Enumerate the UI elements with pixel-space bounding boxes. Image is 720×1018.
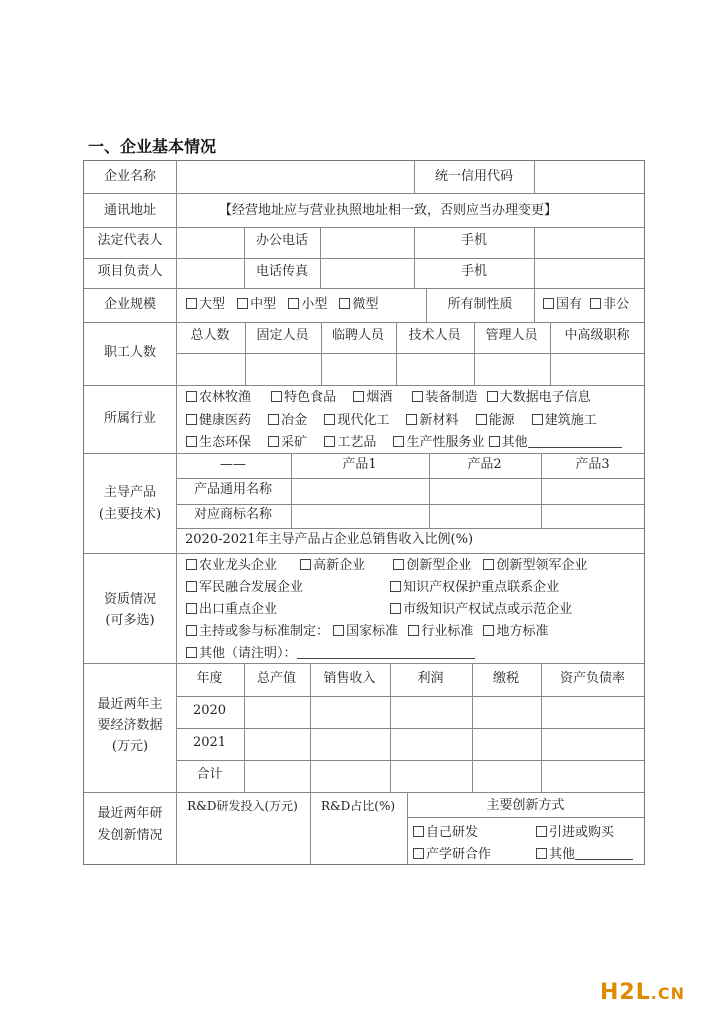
credit-code-field[interactable] bbox=[534, 161, 644, 192]
economy-header-output: 总产值 bbox=[256, 671, 296, 686]
industry-row-3 bbox=[186, 435, 622, 451]
staff-header-tech: 技术人员 bbox=[408, 328, 461, 343]
other-blank-line[interactable] bbox=[297, 658, 475, 659]
rd-label-2: 发创新情况 bbox=[97, 828, 163, 843]
scale-large-option[interactable]: 大型 bbox=[186, 297, 225, 312]
economy-header-tax: 缴税 bbox=[492, 671, 519, 686]
industry-option[interactable]: 大数据电子信息 bbox=[487, 390, 591, 405]
standard-option[interactable]: 国家标准 bbox=[333, 624, 398, 639]
economy-header-debt-ratio: 资产负债率 bbox=[559, 671, 625, 686]
rd-option[interactable]: 产学研合作 bbox=[413, 847, 491, 863]
industry-option-other[interactable]: 其他 bbox=[489, 435, 622, 450]
rd-mode-header: 主要创新方式 bbox=[486, 798, 565, 813]
economy-year-2021: 2021 bbox=[192, 735, 227, 750]
rd-option[interactable]: 引进或购买 bbox=[536, 825, 614, 841]
company-name-field[interactable] bbox=[176, 161, 413, 192]
qualification-option[interactable]: 知识产权保护重点联系企业 bbox=[390, 580, 559, 595]
checkbox-icon[interactable] bbox=[268, 414, 279, 425]
ownership-options bbox=[543, 297, 629, 313]
checkbox-icon[interactable] bbox=[489, 436, 500, 447]
checkbox-icon[interactable] bbox=[413, 826, 424, 837]
industry-option[interactable]: 健康医药 bbox=[186, 413, 251, 428]
checkbox-icon[interactable] bbox=[300, 559, 311, 570]
checkbox-icon[interactable] bbox=[237, 298, 248, 309]
economy-year-2020: 2020 bbox=[192, 703, 227, 718]
qualification-option[interactable]: 创新型企业 bbox=[393, 558, 471, 573]
mobile-label: 手机 bbox=[460, 233, 487, 248]
mobile-label-2: 手机 bbox=[460, 264, 487, 279]
ownership-private-option[interactable]: 非公 bbox=[590, 297, 629, 312]
checkbox-icon[interactable] bbox=[413, 848, 424, 859]
scale-small-option[interactable]: 小型 bbox=[288, 297, 327, 312]
checkbox-icon[interactable] bbox=[393, 436, 404, 447]
checkbox-icon[interactable] bbox=[186, 391, 197, 402]
product-trademark-label: 对应商标名称 bbox=[193, 507, 272, 522]
checkbox-icon[interactable] bbox=[483, 559, 494, 570]
staff-header-fixed: 固定人员 bbox=[256, 328, 309, 343]
qualification-label-1: 资质情况 bbox=[103, 592, 156, 607]
industry-row-1 bbox=[186, 390, 591, 406]
checkbox-icon[interactable] bbox=[186, 625, 197, 636]
industry-row-2 bbox=[186, 413, 597, 429]
qualification-row-4 bbox=[186, 624, 548, 640]
checkbox-icon[interactable] bbox=[186, 559, 197, 570]
products-label-1: 主导产品 bbox=[103, 485, 156, 500]
checkbox-icon[interactable] bbox=[393, 559, 404, 570]
section-heading: 一、企业基本情况 bbox=[88, 137, 217, 156]
rd-option-other[interactable]: 其他 bbox=[536, 847, 633, 863]
economy-total: 合计 bbox=[196, 767, 223, 782]
qualification-option[interactable]: 主持或参与标准制定： bbox=[186, 624, 329, 639]
scale-options bbox=[186, 297, 378, 313]
industry-option[interactable]: 生产性服务业 bbox=[393, 435, 484, 450]
checkbox-icon[interactable] bbox=[590, 298, 601, 309]
checkbox-icon[interactable] bbox=[543, 298, 554, 309]
industry-option[interactable]: 生态环保 bbox=[186, 435, 251, 450]
checkbox-icon[interactable] bbox=[186, 581, 197, 592]
industry-option[interactable]: 装备制造 bbox=[412, 390, 477, 405]
product-1-header: 产品1 bbox=[342, 457, 377, 472]
rd-label-1: 最近两年研 bbox=[97, 806, 163, 821]
other-blank-line[interactable] bbox=[528, 447, 622, 448]
checkbox-icon[interactable] bbox=[408, 625, 419, 636]
checkbox-icon[interactable] bbox=[288, 298, 299, 309]
fax-label: 电话传真 bbox=[255, 264, 308, 279]
company-name-label: 企业名称 bbox=[103, 169, 156, 184]
checkbox-icon[interactable] bbox=[532, 414, 543, 425]
checkbox-icon[interactable] bbox=[412, 391, 423, 402]
scale-medium-option[interactable]: 中型 bbox=[237, 297, 276, 312]
scale-label: 企业规模 bbox=[103, 297, 156, 312]
checkbox-icon[interactable] bbox=[186, 414, 197, 425]
economy-header-sales: 销售收入 bbox=[323, 671, 376, 686]
checkbox-icon[interactable] bbox=[271, 391, 282, 402]
rd-ratio-header: R&D占比(%) bbox=[320, 799, 396, 813]
ownership-state-option[interactable]: 国有 bbox=[543, 297, 582, 312]
watermark-main: H2L bbox=[600, 980, 651, 1005]
industry-option[interactable]: 现代化工 bbox=[324, 413, 389, 428]
industry-label: 所属行业 bbox=[103, 411, 156, 426]
checkbox-icon[interactable] bbox=[353, 391, 364, 402]
site-watermark bbox=[600, 980, 685, 1005]
economy-header-profit: 利润 bbox=[417, 671, 444, 686]
economy-label-3: (万元) bbox=[111, 739, 149, 754]
checkbox-icon[interactable] bbox=[186, 436, 197, 447]
products-label-2: (主要技术) bbox=[98, 507, 162, 522]
checkbox-icon[interactable] bbox=[476, 414, 487, 425]
industry-option[interactable]: 农林牧渔 bbox=[186, 390, 251, 405]
checkbox-icon[interactable] bbox=[324, 414, 335, 425]
industry-option[interactable]: 特色食品 bbox=[271, 390, 336, 405]
qualification-option[interactable]: 市级知识产权试点或示范企业 bbox=[390, 602, 572, 617]
industry-option[interactable]: 烟酒 bbox=[353, 390, 392, 405]
qualification-row-2 bbox=[186, 580, 559, 596]
qualification-row-1 bbox=[186, 558, 587, 574]
checkbox-icon[interactable] bbox=[536, 848, 547, 859]
economy-header-year: 年度 bbox=[196, 671, 223, 686]
products-dash: —— bbox=[220, 457, 246, 472]
checkbox-icon[interactable] bbox=[324, 436, 335, 447]
address-label: 通讯地址 bbox=[103, 203, 156, 218]
checkbox-icon[interactable] bbox=[186, 298, 197, 309]
qualification-option-other[interactable]: 其他（请注明）： bbox=[186, 646, 475, 661]
industry-option[interactable]: 能源 bbox=[476, 413, 515, 428]
checkbox-icon[interactable] bbox=[186, 603, 197, 614]
office-phone-label: 办公电话 bbox=[255, 233, 308, 248]
qualification-row-3 bbox=[186, 602, 572, 618]
economy-label-1: 最近两年主 bbox=[97, 697, 163, 712]
standard-option[interactable]: 地方标准 bbox=[483, 624, 548, 639]
rd-investment-header: R&D研发投入(万元) bbox=[187, 799, 298, 813]
legal-rep-label: 法定代表人 bbox=[97, 233, 163, 248]
industry-option[interactable]: 工艺品 bbox=[324, 435, 376, 450]
industry-option[interactable]: 采矿 bbox=[268, 435, 307, 450]
checkbox-icon[interactable] bbox=[186, 647, 197, 658]
watermark-suffix: .CN bbox=[650, 984, 685, 1003]
checkbox-icon[interactable] bbox=[483, 625, 494, 636]
checkbox-icon[interactable] bbox=[339, 298, 350, 309]
standard-option[interactable]: 行业标准 bbox=[408, 624, 473, 639]
staff-label: 职工人数 bbox=[103, 345, 156, 360]
product-ratio-label: 2020-2021年主导产品占企业总销售收入比例(%) bbox=[185, 532, 474, 547]
staff-header-senior: 中高级职称 bbox=[564, 328, 630, 343]
qualification-option[interactable]: 农业龙头企业 bbox=[186, 558, 277, 573]
product-2-header: 产品2 bbox=[467, 457, 502, 472]
project-lead-label: 项目负责人 bbox=[97, 264, 163, 279]
qualification-option[interactable]: 高新企业 bbox=[300, 558, 365, 573]
industry-option[interactable]: 新材料 bbox=[406, 413, 458, 428]
checkbox-icon[interactable] bbox=[268, 436, 279, 447]
credit-code-label: 统一信用代码 bbox=[434, 169, 513, 184]
qualification-row-5 bbox=[186, 646, 475, 662]
product-common-name-label: 产品通用名称 bbox=[193, 482, 272, 497]
checkbox-icon[interactable] bbox=[406, 414, 417, 425]
rd-option[interactable]: 自己研发 bbox=[413, 825, 478, 841]
staff-header-temp: 临聘人员 bbox=[331, 328, 384, 343]
checkbox-icon[interactable] bbox=[390, 603, 401, 614]
address-note: 【经营地址应与营业执照地址相一致，否则应当办理变更】 bbox=[219, 203, 558, 218]
industry-option[interactable]: 冶金 bbox=[268, 413, 307, 428]
product-3-header: 产品3 bbox=[575, 457, 610, 472]
qualification-option[interactable]: 创新型领军企业 bbox=[483, 558, 587, 573]
scale-micro-option[interactable]: 微型 bbox=[339, 297, 378, 312]
staff-header-mgmt: 管理人员 bbox=[485, 328, 538, 343]
other-blank-line[interactable] bbox=[575, 859, 633, 860]
economy-label-2: 要经济数据 bbox=[97, 718, 163, 733]
checkbox-icon[interactable] bbox=[487, 391, 498, 402]
checkbox-icon[interactable] bbox=[390, 581, 401, 592]
ownership-label: 所有制性质 bbox=[447, 297, 513, 312]
qualification-option[interactable]: 军民融合发展企业 bbox=[186, 580, 303, 595]
industry-option[interactable]: 建筑施工 bbox=[532, 413, 597, 428]
checkbox-icon[interactable] bbox=[536, 826, 547, 837]
staff-header-total: 总人数 bbox=[190, 328, 230, 343]
qualification-label-2: (可多选) bbox=[105, 613, 155, 628]
checkbox-icon[interactable] bbox=[333, 625, 344, 636]
qualification-option[interactable]: 出口重点企业 bbox=[186, 602, 277, 617]
